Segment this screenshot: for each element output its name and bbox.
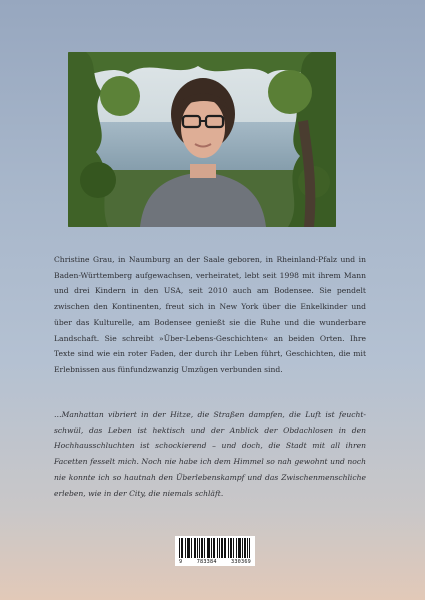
author-photo xyxy=(68,52,336,227)
barcode-first-digit: 9 xyxy=(179,559,183,565)
isbn-barcode xyxy=(175,536,255,566)
barcode-bar xyxy=(191,538,192,558)
barcode-bar xyxy=(188,538,189,558)
author-biography: Christine Grau, in Naumburg an der Saale geboren, in Rheinland-Pfalz und in Baden-Württemberg aufgewachsen, verheiratet, lebt seit 1998 mit ihrem Mann und drei Kindern in den USA, seit 2010 auch am Bodensee. Sie pendelt zwischen den Kontinenten, freut sich in New York über die Enkelkinder und über das Kulturelle, am Bodensee genießt sie die Ruhe und die wunderbare Landschaft. Sie schreibt »Über-Lebens-Geschichten« an beiden Orten. Ihre Texte sind wie ein roter Faden, der durch ihr Leben führt, Geschichten, die mit Erlebnissen aus fünfundzwanzig Umzügen verbunden sind. xyxy=(54,255,366,374)
barcode-bar xyxy=(231,538,232,558)
barcode-bar xyxy=(239,538,240,558)
barcode-bar xyxy=(249,538,250,558)
barcode-bar xyxy=(195,538,196,558)
barcode-bar xyxy=(199,538,200,558)
book-excerpt: …Manhattan vibriert in der Hitze, die Straßen dampfen, die Luft ist feucht-schwül, das Leben ist hektisch und der Anblick der Obdachlosen in den Hochhausschluchten ist schockierend – und doch, die Stadt mit all ihren Facetten fesselt mich. Noch nie habe ich dem Himmel so nah gewohnt und noch nie konnte ich so hautnah den Überlebenskampf und das Zwischenmenschliche erleben, wie in der City, die niemals schläft. xyxy=(54,410,366,498)
barcode-bar xyxy=(213,538,214,558)
barcode-bar xyxy=(219,538,220,558)
barcode-bar xyxy=(247,538,248,558)
barcode-bar xyxy=(181,538,182,558)
barcode-bar xyxy=(217,538,218,558)
barcode-bar xyxy=(238,538,239,558)
barcode-bar xyxy=(201,538,202,558)
barcode-bar xyxy=(245,538,246,558)
barcode-bar xyxy=(222,538,223,558)
barcode-bar xyxy=(185,538,186,558)
barcode-bar xyxy=(221,538,222,558)
barcode-number xyxy=(179,559,251,565)
barcode-bar xyxy=(182,538,183,558)
barcode-bar xyxy=(224,538,225,558)
barcode-left-group: 783384 xyxy=(196,559,217,565)
barcode-bar xyxy=(236,538,237,558)
author-portrait-image xyxy=(68,52,336,227)
barcode-bar xyxy=(197,538,198,558)
barcode-bar xyxy=(228,538,229,558)
barcode-bar xyxy=(240,538,241,558)
barcode-bar xyxy=(208,538,209,558)
barcode-bar xyxy=(204,538,205,558)
barcode-bar xyxy=(233,538,234,558)
barcode-bar xyxy=(179,538,180,558)
barcode-bar xyxy=(244,538,245,558)
barcode-bar xyxy=(230,538,231,558)
barcode-bar xyxy=(214,538,215,558)
barcode-bar xyxy=(187,538,188,558)
barcode-bar xyxy=(242,538,243,558)
barcode-bar xyxy=(194,538,195,558)
barcode-bars xyxy=(179,538,251,558)
barcode-bar xyxy=(202,538,203,558)
barcode-bar xyxy=(207,538,208,558)
barcode-bar xyxy=(211,538,212,558)
barcode-bar xyxy=(209,538,210,558)
barcode-bar xyxy=(225,538,226,558)
barcode-bar xyxy=(189,538,190,558)
barcode-right-group: 330369 xyxy=(231,559,251,565)
